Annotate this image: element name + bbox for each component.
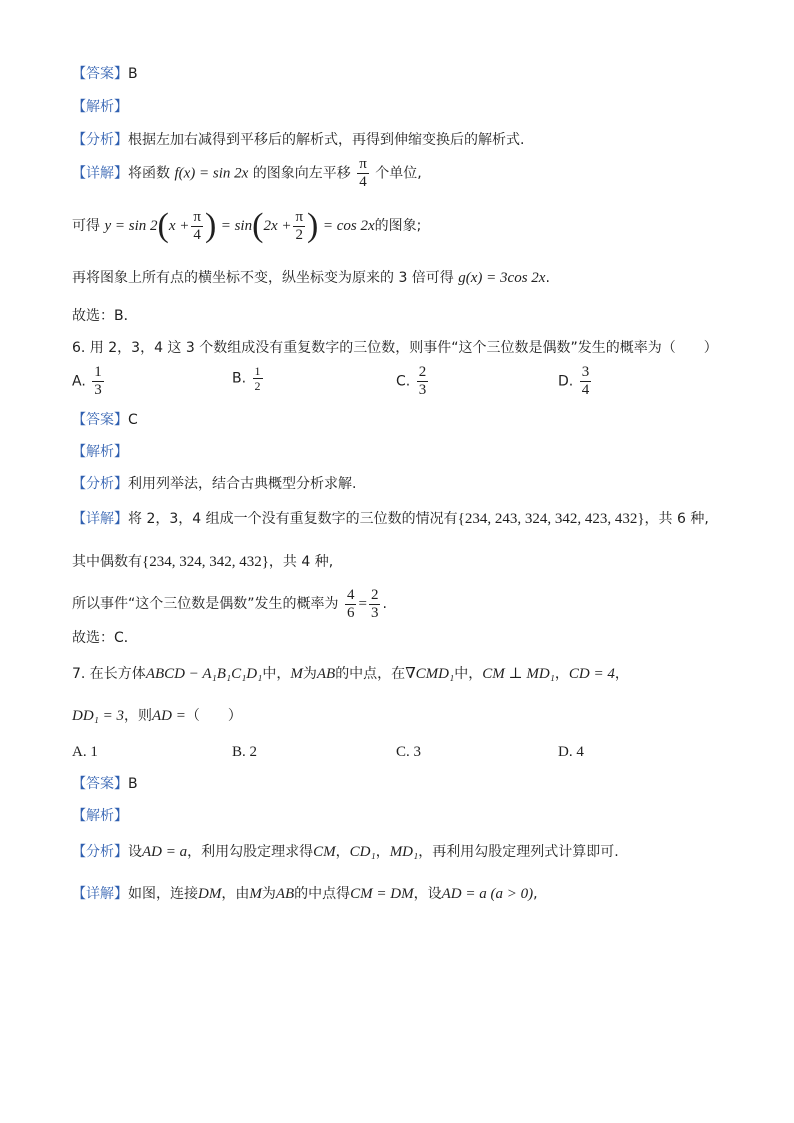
q7-option-b [232,742,257,762]
fenxi-end: ，再利用勾股定理列式计算即可. [418,844,619,860]
q-perp: CM ⊥ MD₁ [482,666,555,682]
q5-line2 [72,206,421,246]
q-mid2: 为 [302,666,317,682]
q6-even [72,552,333,572]
even-end: ，共 4 种, [268,554,334,570]
q-comma: ， [554,666,569,682]
xj-dm: DM [198,886,222,902]
option-fraction [92,364,104,399]
fenxi-c2: ， [375,844,390,860]
q6-conclusion: 故选：C． [72,630,138,646]
q-pre: 7. 在长方体 [72,666,146,682]
q6-answer [72,410,138,430]
q-M: M [290,666,303,682]
q7-xiangjie [72,884,538,904]
xiangjie-mid: 的图象向左平移 [252,165,351,182]
q6-xiangjie [72,509,709,529]
answer-value: B [128,776,138,792]
q7-option-d [558,742,584,762]
line2-d: 2x + [263,218,292,234]
option-label: C. [396,373,411,390]
line2-pre: 可得 [72,218,100,234]
xj-eq: CM = DM [350,886,414,902]
frac-den: 3 [370,604,379,621]
xiangjie-pre: 将函数 [128,165,170,182]
xj-mid4: ，设 [413,886,442,902]
prob-eq: = [358,596,367,612]
q6-fenxi [72,474,356,494]
option-label: D. [558,373,574,390]
frac-den: 2 [254,379,261,393]
option-value: 2 [249,744,258,760]
frac-den: 4 [581,382,590,398]
q6-prob [72,584,387,624]
fenxi-mid: ，利用勾股定理求得 [187,844,314,860]
paren-open: ( [157,207,169,244]
prob-fraction-1 [345,587,357,622]
frac-num: π [295,208,304,225]
xj-mid2: 为 [261,886,276,902]
frac-num: 4 [346,586,355,603]
frac-den: 6 [346,604,355,621]
pi-2-fraction [293,209,305,244]
q-AB: AB [316,666,336,682]
q-tri: ∇CMD₁ [405,666,455,682]
fenxi-cm: CM [313,844,336,860]
q6-question: 6. 用 2，3，4 这 3 个数组成没有重复数字的三位数，则事件“这个三位数是偶数”发生的概率为（ ） [72,340,718,356]
fenxi-ad: AD = a [142,844,188,860]
q5-answer [72,64,138,84]
frac-den: 3 [418,382,427,398]
q-mid4: 中， [454,666,483,682]
line2-a: y = sin 2 [104,218,158,234]
xj-end: , [533,886,538,902]
q-mid1: 中， [262,666,291,682]
q6-option-b [232,364,265,393]
xj-AB: AB [275,886,295,902]
q6-option-a [72,364,106,399]
frac-num: 1 [94,364,102,380]
frac-num: π [359,156,367,172]
q-cd: CD = 4 [568,666,615,682]
q7-answer [72,774,138,794]
fenxi-tag: 【分析】 [72,844,128,860]
q-end1: ， [614,666,629,682]
q7-option-c [396,742,421,762]
prob-end: . [382,596,387,612]
q5-line3 [72,268,550,288]
option-label: C. [396,744,410,760]
prob-pre: 所以事件“这个三位数是偶数”发生的概率为 [72,596,339,612]
xj-M: M [249,886,262,902]
fenxi-c1: ， [335,844,350,860]
frac-den: 4 [359,174,367,190]
option-label: B. [232,370,247,387]
option-value: 4 [576,744,584,760]
option-label: A. [72,744,87,760]
frac-den: 4 [193,226,201,243]
q2-text: ，则 [124,708,153,724]
q7-question-line1 [72,664,629,684]
answer-value: C [128,412,138,428]
answer-tag: 【答案】 [72,412,128,428]
even-pre: 其中偶数有 [72,554,142,570]
fenxi-md1: MD₁ [389,844,419,860]
q7-option-a [72,742,98,762]
q6-option-d [558,364,593,399]
q2-ad: AD = [152,708,186,724]
even-set: {234, 324, 342, 432} [142,554,269,570]
line2-b: x + [168,218,190,234]
answer-tag: 【答案】 [72,776,128,792]
option-value: 3 [413,744,422,760]
frac-num: 2 [418,364,427,380]
option-value: 1 [90,744,98,760]
q5-xiangjie [72,156,422,191]
q6-option-c [396,364,430,399]
shift-fraction [357,156,369,191]
option-label: B. [232,744,246,760]
xiangjie-post: 个单位, [375,165,422,182]
xj-pre: 如图，连接 [128,886,198,902]
line2-e: = cos 2x [322,218,375,234]
frac-num: 2 [370,586,379,603]
line3-func: g(x) = 3cos 2x [458,270,546,286]
paren-close: ) [307,207,319,244]
all-set: {234, 243, 324, 342, 423, 432} [457,511,645,527]
q7-question-line2 [72,706,242,726]
frac-num: 1 [254,364,261,378]
xj-mid3: 的中点得 [294,886,351,902]
frac-num: π [193,208,201,225]
xj-ad: AD = a (a > 0) [441,886,534,902]
option-fraction [417,364,429,399]
fenxi-text: 利用列举法，结合古典概型分析求解. [128,476,357,492]
fenxi-tag: 【分析】 [72,476,128,492]
paren-open: ( [252,207,264,244]
q6-analysis-tag: 【解析】 [72,444,128,460]
fenxi-tag: 【分析】 [72,132,128,148]
fenxi-text: 根据左加右减得到平移后的解析式，再得到伸缩变换后的解析式. [128,132,525,148]
option-fraction [253,364,263,393]
option-fraction [580,364,592,399]
q7-analysis-tag: 【解析】 [72,808,128,824]
paren-close: ) [204,207,217,244]
xiangjie-tag: 【详解】 [72,886,128,902]
line2-post: 的图象; [374,218,422,234]
func-f: f(x) = sin 2x [174,165,249,182]
xj-mid1: ，由 [221,886,250,902]
q2-dd: DD₁ = 3 [72,708,125,724]
prob-fraction-2 [369,587,381,622]
q-box: ABCD − A₁B₁C₁D₁ [145,666,263,682]
option-label: A. [72,373,86,390]
pi-4-fraction [191,209,203,244]
line3-end: . [545,270,550,286]
xiangjie-end: ，共 6 种, [644,511,709,527]
option-label: D. [558,744,573,760]
answer-value: B [128,66,138,82]
q5-fenxi [72,130,524,150]
q7-fenxi [72,842,619,862]
xiangjie-tag: 【详解】 [72,511,128,527]
fenxi-pre: 设 [128,844,142,860]
fenxi-cd1: CD₁ [349,844,376,860]
q5-conclusion: 故选：B． [72,308,138,324]
q2-paren: （ ） [185,708,242,724]
xiangjie-tag: 【详解】 [72,165,128,182]
frac-num: 3 [581,364,590,380]
xiangjie-text: 将 2，3，4 组成一个没有重复数字的三位数的情况有 [128,511,458,527]
q-mid3: 的中点，在 [335,666,406,682]
line2-c: = sin [220,218,253,234]
answer-tag: 【答案】 [72,66,128,82]
frac-den: 3 [94,382,102,398]
q5-analysis-tag: 【解析】 [72,99,128,115]
frac-den: 2 [295,226,303,243]
line3-text: 再将图象上所有点的横坐标不变，纵坐标变为原来的 3 倍可得 [72,270,454,286]
